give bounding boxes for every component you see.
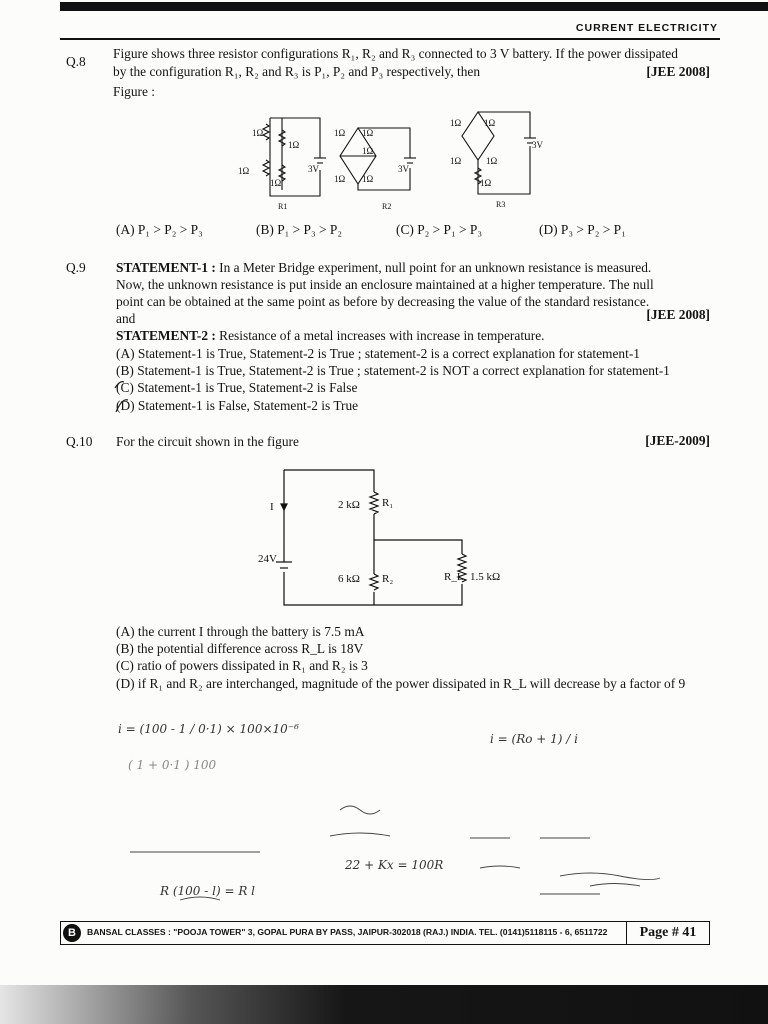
- battery-label: 3V: [398, 164, 409, 174]
- exam-tag: [JEE-2009]: [645, 433, 710, 448]
- q8-circuit-figure: [230, 110, 550, 210]
- header-rule: [60, 38, 720, 40]
- q8-text-line2: by the configuration R₁, R₂ and R₃ is P₁, P₂ and P₃ respectively, then: [113, 64, 481, 79]
- statement1-label: STATEMENT-1 :: [116, 260, 216, 275]
- battery-label: 24V: [258, 553, 277, 565]
- resistor-label: 1Ω: [238, 166, 250, 176]
- statement2-text: Resistance of a metal increases with increase in temperature.: [215, 328, 545, 343]
- q9-statement2: [116, 328, 545, 344]
- question-number: Q.9: [66, 260, 86, 275]
- q9-option-c: (C) Statement-1 is True, Statement-2 is False: [116, 380, 358, 395]
- q9-statement1-line3: point can be obtained at the same point as before by decreasing the value of the standard resistance.: [116, 294, 650, 309]
- circuit-r3: [450, 112, 544, 209]
- bottom-scan-edge: [0, 985, 768, 1024]
- config-label-r1: R1: [278, 202, 288, 210]
- resistor-label: 1Ω: [362, 146, 374, 156]
- page-number: Page # 41: [626, 922, 709, 944]
- q10-option-b: (B) the potential difference across R_L is 18V: [116, 641, 364, 656]
- handwritten-note: i = (100 - 1 / 0·1) × 100×10⁻⁶: [118, 722, 299, 736]
- resistor-label: 1Ω: [252, 128, 264, 138]
- q10-option-c: (C) ratio of powers dissipated in R₁ and R₂ is 3: [116, 658, 368, 673]
- resistor-label: 1Ω: [288, 140, 300, 150]
- figure-label: Figure :: [113, 84, 156, 99]
- resistor-label: 1Ω: [270, 178, 282, 188]
- exam-tag: [JEE 2008]: [646, 307, 710, 322]
- rl-label: R_L: [444, 571, 464, 583]
- page-footer: [60, 921, 710, 945]
- exam-tag: [JEE 2008]: [646, 64, 710, 79]
- q10-option-d: (D) if R₁ and R₂ are interchanged, magnitude of the power dissipated in R_L will decrease by a factor of 9: [116, 676, 686, 691]
- q9-option-d: (D) Statement-1 is False, Statement-2 is True: [116, 398, 359, 413]
- resistor-label: 1Ω: [334, 128, 346, 138]
- resistor-label: 1Ω: [450, 118, 462, 128]
- q8-option-b: (B) P₁ > P₃ > P₂: [256, 222, 343, 237]
- current-label: I: [270, 501, 274, 513]
- statement2-label: STATEMENT-2 :: [116, 328, 216, 343]
- r1-value: 2 kΩ: [338, 499, 360, 511]
- q8-option-c: (C) P₂ > P₁ > P₃: [396, 222, 483, 237]
- rl-value: 1.5 kΩ: [470, 571, 501, 583]
- statement1-text: In a Meter Bridge experiment, null point for an unknown resistance is measured.: [215, 260, 652, 275]
- q8-text-line1: Figure shows three resistor configurations R₁, R₂ and R₃ connected to 3 V battery. If the power dissipated: [113, 46, 678, 61]
- handwritten-note: 22 + Kx = 100R: [345, 858, 444, 872]
- q8-option-a: (A) P₁ > P₂ > P₃: [116, 222, 203, 237]
- q9-option-b: (B) Statement-1 is True, Statement-2 is True ; statement-2 is NOT a correct explanation for statement-1: [116, 363, 670, 378]
- q10-circuit-figure: [250, 462, 530, 612]
- circuit-r2: [334, 128, 416, 210]
- resistor-label: 1Ω: [486, 156, 498, 166]
- resistor-label: 1Ω: [362, 128, 374, 138]
- r2-value: 6 kΩ: [338, 573, 360, 585]
- q9-statement1-line2: Now, the unknown resistance is put inside an enclosure maintained at a higher temperature. The null: [116, 277, 654, 292]
- resistor-label: 1Ω: [480, 178, 492, 188]
- resistor-label: 1Ω: [362, 174, 374, 184]
- handwritten-note: i = (Ro + 1) / i: [490, 732, 578, 746]
- q10-text: For the circuit shown in the figure: [116, 434, 299, 449]
- resistor-label: 1Ω: [450, 156, 462, 166]
- resistor-label: 1Ω: [334, 174, 346, 184]
- circuit-r1: [238, 118, 326, 210]
- resistor-label: 1Ω: [484, 118, 496, 128]
- q10-option-a: (A) the current I through the battery is 7.5 mA: [116, 624, 365, 639]
- and-connector: and: [116, 311, 136, 326]
- question-number: Q.8: [66, 54, 86, 69]
- question-number: Q.10: [66, 434, 93, 449]
- handwritten-scribbles: [120, 790, 700, 915]
- top-scan-bar: [60, 2, 768, 11]
- handwritten-tick-mark: [112, 376, 132, 416]
- bansal-logo-icon: B: [63, 924, 81, 942]
- battery-label: 3V: [308, 164, 319, 174]
- config-label-r2: R2: [382, 202, 392, 210]
- battery-label: 3V: [532, 140, 543, 150]
- footer-address: BANSAL CLASSES : "POOJA TOWER" 3, GOPAL PURA BY PASS, JAIPUR-302018 (RAJ.) INDIA. TEL. (0141)5118115 - 6, 6511722: [87, 927, 608, 937]
- config-label-r3: R3: [496, 200, 506, 209]
- q9-option-a: (A) Statement-1 is True, Statement-2 is True ; statement-2 is a correct explanation for statement-1: [116, 346, 640, 361]
- chapter-header: CURRENT ELECTRICITY: [575, 22, 718, 34]
- handwritten-note: R (100 - l) = R l: [160, 884, 256, 898]
- r2-label: R₂: [382, 573, 394, 585]
- q9-statement1-line1: [116, 260, 651, 276]
- q8-option-d: (D) P₃ > P₂ > P₁: [539, 222, 626, 237]
- r1-label: R₁: [382, 497, 394, 509]
- handwritten-note: ( 1 + 0·1 ) 100: [128, 758, 217, 772]
